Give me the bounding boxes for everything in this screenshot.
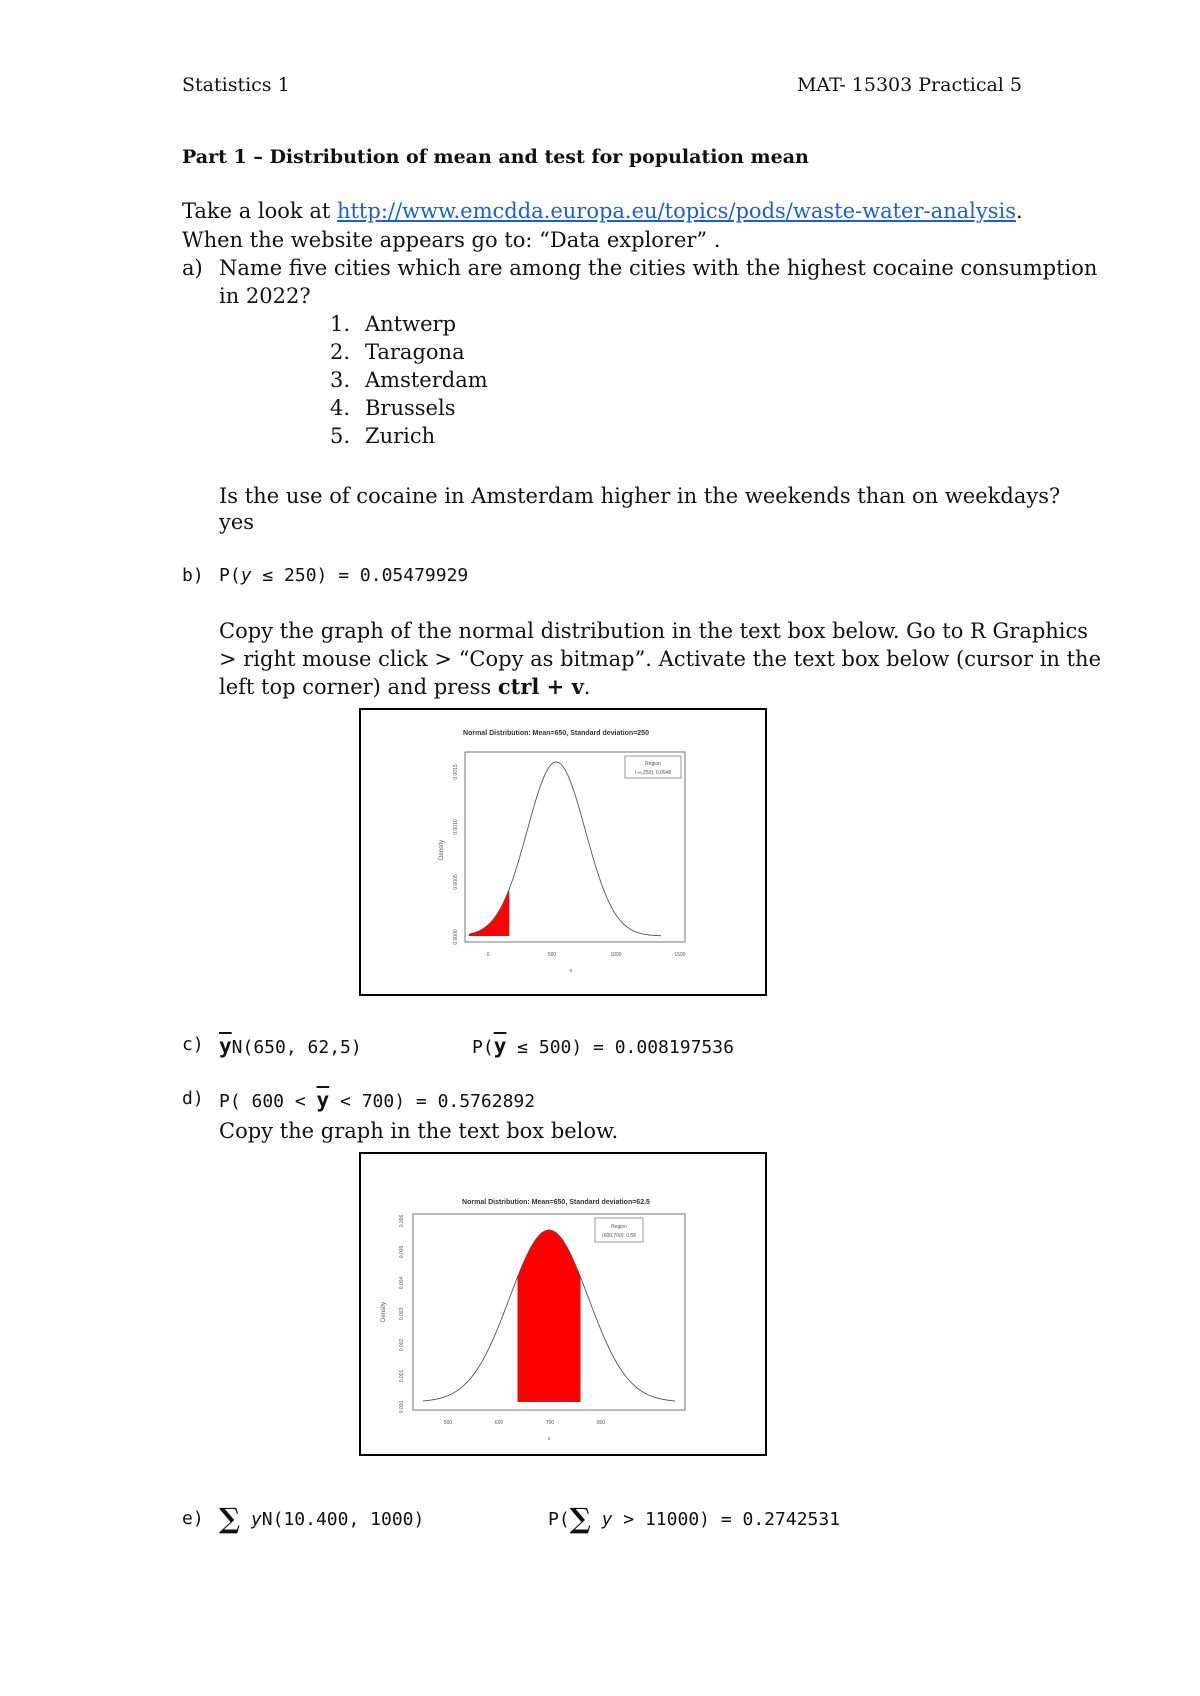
graph2-textbox[interactable]: [359, 1152, 767, 1456]
graph1-legend-title: Region: [645, 761, 661, 767]
graph1-textbox[interactable]: [359, 708, 767, 996]
prob-d-prefix: P( 600 <: [219, 1091, 317, 1112]
graph2-ytick: 0.002: [399, 1338, 405, 1352]
graph1-ytick: 0.0010: [453, 819, 459, 835]
graph2-xtick: 700: [545, 1420, 555, 1426]
city-item: Zurich: [365, 424, 436, 448]
prob-c-prefix: P(: [472, 1037, 494, 1058]
sum-symbol: ∑: [569, 1502, 591, 1535]
waste-water-link[interactable]: http://www.emcdda.europa.eu/topics/pods/waste-water-analysis: [336, 199, 1017, 223]
graph1-xtick: 500: [547, 952, 557, 958]
city-number: 4.: [330, 396, 351, 420]
graph1-ytick: 0.0015: [453, 764, 459, 780]
header-right: MAT- 15303 Practical 5: [796, 74, 1022, 96]
header-left: Statistics 1: [182, 74, 290, 96]
graph1-ytick: 0.0005: [453, 874, 459, 890]
graph2-xtick: 800: [596, 1420, 606, 1426]
graph2-ylabel: Density: [381, 1301, 387, 1323]
shortcut-keys: ctrl + v: [497, 674, 584, 699]
copy-instruction-3-end: .: [583, 675, 591, 699]
graph2-ytick: 0.006: [399, 1214, 405, 1228]
sum-variable: y: [590, 1509, 624, 1530]
probability-b: [219, 565, 468, 586]
graph2-xtick: 500: [443, 1420, 453, 1426]
city-number: 3.: [330, 368, 351, 392]
label-b: b): [182, 565, 204, 586]
distribution-c: [219, 1034, 362, 1058]
distribution-e-params: N(10.400, 1000): [261, 1509, 425, 1530]
city-number: 1.: [330, 312, 351, 336]
copy-instruction-3-text: left top corner) and press: [219, 675, 498, 699]
graph1-legend-value: (-∞,250): 0.0548: [634, 770, 672, 776]
sum-variable: y: [250, 1509, 262, 1530]
city-item: Brussels: [365, 396, 456, 420]
graph1-xtick: 1000: [610, 952, 622, 958]
prob-b-value: ≤ 250) = 0.05479929: [251, 565, 469, 586]
graph2-ytick: 0.001: [399, 1369, 405, 1383]
website-instruction: When the website appears go to: “Data explorer” .: [182, 228, 721, 252]
copy-graph-instruction: Copy the graph in the text box below.: [219, 1119, 619, 1143]
ybar-symbol: $\overline{y}$: [219, 1034, 232, 1058]
intro-period: .: [1016, 199, 1023, 223]
prob-e-prefix: P(: [548, 1509, 570, 1530]
graph2-ytick: 0.003: [399, 1307, 405, 1321]
graph1-ylabel: Density: [439, 839, 445, 861]
probability-c: [472, 1034, 734, 1058]
copy-instruction-1: Copy the graph of the normal distribution in the text box below. Go to R Graphics: [219, 619, 1089, 643]
city-item: Amsterdam: [365, 368, 488, 392]
weekend-question: Is the use of cocaine in Amsterdam higher in the weekends than on weekdays?: [219, 484, 1061, 508]
graph1-normal-plot: [361, 710, 765, 994]
graph2-ytick: 0.004: [399, 1276, 405, 1290]
label-a: a): [182, 256, 203, 280]
graph1-ytick: 0.0000: [453, 929, 459, 945]
ybar-symbol: $\overline{y}$: [316, 1088, 330, 1112]
graph2-title: Normal Distribution: Mean=650, Standard deviation=62.5: [462, 1199, 650, 1206]
probability-e: [548, 1502, 840, 1535]
label-d: d): [182, 1088, 204, 1109]
label-e: e): [182, 1508, 204, 1529]
graph2-normal-plot: [361, 1154, 765, 1454]
probability-d: [219, 1088, 535, 1112]
graph1-density-curve: [469, 762, 661, 936]
city-item: Taragona: [365, 340, 465, 364]
question-a-line1: Name five cities which are among the cities with the highest cocaine consumption: [219, 256, 1098, 280]
graph2-legend-value: (600,700): 0.58: [602, 1233, 636, 1239]
prob-d-value: < 700) = 0.5762892: [329, 1091, 536, 1112]
distribution-c-params: N(650, 62,5): [231, 1037, 362, 1058]
graph1-xtick: 1500: [674, 952, 686, 958]
city-item: Antwerp: [365, 312, 457, 336]
graph2-ytick: 0.005: [399, 1245, 405, 1259]
weekend-answer: yes: [219, 510, 255, 534]
question-a-line2: in 2022?: [219, 284, 311, 308]
graph2-xlabel: x: [547, 1436, 551, 1442]
copy-instruction-3: [219, 673, 590, 701]
sum-symbol: ∑: [219, 1502, 241, 1535]
graph1-xtick: 0: [486, 952, 490, 958]
graph2-xtick: 600: [494, 1420, 504, 1426]
prob-e-value: > 11000) = 0.2742531: [623, 1509, 841, 1530]
prob-b-prefix: P(: [219, 565, 241, 586]
distribution-e: [219, 1502, 424, 1535]
intro-text: Take a look at: [182, 199, 337, 223]
graph2-legend-title: Region: [611, 1224, 627, 1230]
ybar-symbol: $\overline{y}$: [493, 1034, 507, 1058]
prob-b-variable: y: [240, 565, 252, 586]
section-title: Part 1 – Distribution of mean and test for population mean: [182, 146, 809, 168]
intro-line: [182, 197, 1023, 225]
city-number: 2.: [330, 340, 351, 364]
copy-instruction-2: > right mouse click > “Copy as bitmap”. Activate the text box below (cursor in the: [219, 647, 1101, 671]
prob-c-value: ≤ 500) = 0.008197536: [506, 1037, 734, 1058]
graph1-xlabel: x: [569, 968, 573, 974]
city-number: 5.: [330, 424, 351, 448]
label-c: c): [182, 1034, 204, 1055]
graph1-shaded-region: [469, 889, 509, 936]
graph2-ytick: 0.000: [399, 1400, 405, 1414]
graph1-title: Normal Distribution: Mean=650, Standard deviation=250: [463, 730, 649, 737]
